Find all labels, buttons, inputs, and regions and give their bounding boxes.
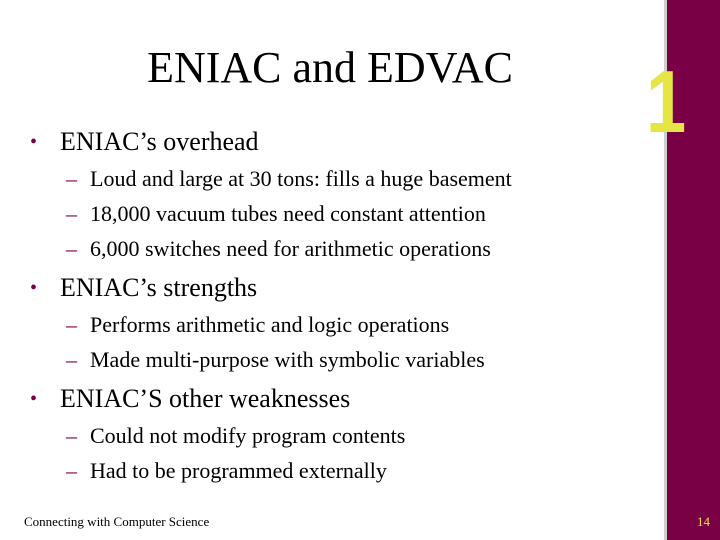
bullet-text: ENIAC’S other weaknesses [60, 384, 351, 413]
slide-title: ENIAC and EDVAC [147, 43, 513, 92]
sub-bullet-text: Could not modify program contents [90, 423, 406, 448]
bullet-text: ENIAC’s overhead [60, 127, 259, 156]
dash-marker: – [66, 347, 77, 372]
dash-marker: – [66, 423, 77, 448]
bullet-marker: • [30, 277, 38, 299]
bullet-marker: • [30, 131, 38, 153]
page-number: 14 [697, 514, 710, 529]
footer-text: Connecting with Computer Science [24, 514, 210, 529]
dash-marker: – [66, 458, 77, 483]
sub-bullet-text: Performs arithmetic and logic operations [90, 312, 450, 337]
bullet-text: ENIAC’s strengths [60, 273, 258, 302]
sub-bullet-text: 18,000 vacuum tubes need constant attention [90, 201, 486, 226]
chapter-number: 1 [646, 52, 687, 151]
dash-marker: – [66, 166, 77, 191]
sub-bullet-text: Made multi-purpose with symbolic variables [90, 347, 485, 372]
sub-bullet-text: Had to be programmed externally [90, 458, 387, 483]
dash-marker: – [66, 201, 77, 226]
dash-marker: – [66, 236, 77, 261]
sub-bullet-text: Loud and large at 30 tons: fills a huge basement [90, 166, 512, 191]
dash-marker: – [66, 312, 77, 337]
bullet-marker: • [30, 388, 38, 410]
sub-bullet-text: 6,000 switches need for arithmetic operations [90, 236, 491, 261]
